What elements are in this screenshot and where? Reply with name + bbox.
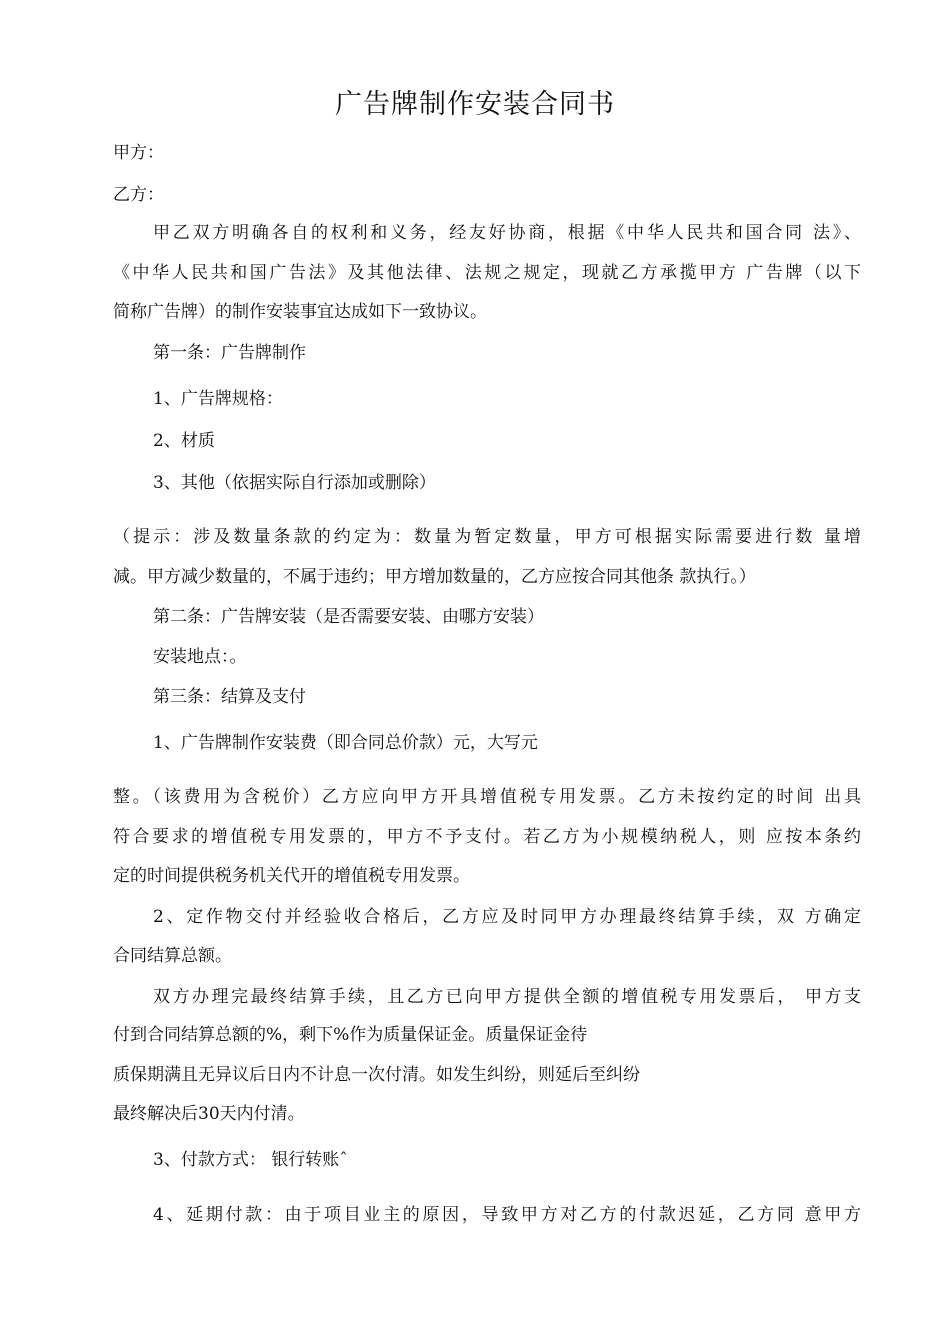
paragraph-line: 甲乙双方明确各自的权利和义务，经友好协商，根据《中华人民共和国合同 法》、 (153, 223, 861, 243)
paragraph-line: 定的时间提供税务机关代开的增值税专用发票。 (113, 866, 470, 886)
paragraph-line: 简称广告牌）的制作安装事宜达成如下一致协议。 (113, 302, 487, 322)
list-item: 3、其他（依据实际自行添加或删除） (153, 473, 436, 493)
list-item: 4、延期付款：由于项目业主的原因，导致甲方对乙方的付款迟延，乙方同 意甲方 (153, 1205, 861, 1225)
list-item: 1、广告牌规格： (153, 389, 283, 409)
article-heading: 第一条：广告牌制作 (153, 343, 306, 363)
paragraph-line: 质保期满且无异议后日内不计息一次付清。如发生纠纷，则延后至纠纷 (113, 1065, 640, 1085)
article-heading: 第二条：广告牌安装（是否需要安装、由哪方安装） (153, 607, 544, 627)
paragraph-line: 付到合同结算总额的%，剩下%作为质量保证金。质量保证金待 (113, 1025, 588, 1045)
list-item: 2、材质 (153, 431, 215, 451)
paragraph-line: 《中华人民共和国广告法》及其他法律、法规之规定，现就乙方承揽甲方 广告牌（以下 (113, 263, 861, 283)
paragraph-line: 最终解决后30天内付清。 (113, 1104, 305, 1124)
paragraph-line: 安装地点：。 (153, 647, 247, 667)
paragraph-line: 合同结算总额。 (113, 946, 232, 966)
note-line: （提示：涉及数量条款的约定为：数量为暂定数量，甲方可根据实际需要进行数 量增 (113, 527, 861, 547)
list-item: 3、付款方式： 银行转账ˆ (153, 1150, 348, 1170)
article-heading: 第三条：结算及支付 (153, 687, 306, 707)
paragraph-line: 符合要求的增值税专用发票的，甲方不予支付。若乙方为小规模纳税人，则 应按本条约 (113, 827, 861, 847)
note-line: 减。甲方减少数量的，不属于违约；甲方增加数量的，乙方应按合同其他条 款执行。） (113, 567, 756, 587)
party-a-line: 甲方： (113, 143, 164, 163)
party-b-line: 乙方： (113, 185, 164, 205)
paragraph-line: 双方办理完最终结算手续，且乙方已向甲方提供全额的增值税专用发票后， 甲方支 (153, 987, 861, 1007)
list-item: 2、定作物交付并经验收合格后，乙方应及时同甲方办理最终结算手续，双 方确定 (153, 907, 861, 927)
list-item: 1、广告牌制作安装费（即合同总价款）元，大写元 (153, 733, 538, 753)
document-title: 广告牌制作安装合同书 (335, 89, 615, 120)
paragraph-line: 整。（该费用为含税价）乙方应向甲方开具增值税专用发票。乙方未按约定的时间 出具 (113, 787, 861, 807)
